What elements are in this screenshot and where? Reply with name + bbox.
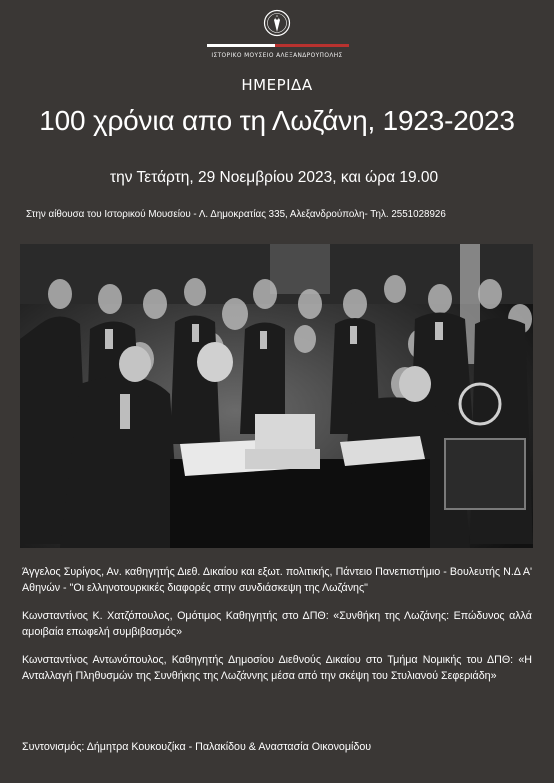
museum-name: ΙΣΤΟΡΙΚΟ ΜΟΥΣΕΙΟ ΑΛΕΞΑΝΔΡΟΥΠΟΛΗΣ xyxy=(211,51,343,59)
speaker-1: Άγγελος Συρίγος, Αν. καθηγητής Διεθ. Δικαίου και εξωτ. πολιτικής, Πάντειο Πανεπιστήμιο - Βουλευτής Ν.Δ Α' Αθηνών - "Οι ελληνοτουρκικές διαφορές στην συνδιάσκεψη της Λωζάνης" xyxy=(22,566,532,594)
event-title: 100 χρόνια απο τη Λωζάνη, 1923-2023 xyxy=(39,105,515,136)
museum-logo xyxy=(0,6,554,40)
event-type: ΗΜΕΡΙΔΑ xyxy=(241,76,313,94)
coordination: Συντονισμός: Δήμητρα Κουκουζίκα - Παλακίδου & Αναστασία Οικονομίδου xyxy=(22,741,372,753)
speaker-2: Κωνσταντίνος Κ. Χατζόπουλος, Ομότιμος Καθηγητής στο ΔΠΘ: «Συνθήκη της Λωζάνης: Επώδυνος αλλά αμοιβαία επωφελή συμβιβασμός» xyxy=(22,610,532,638)
historic-photo xyxy=(20,244,533,548)
historic-photo-icon xyxy=(20,244,533,548)
logo-divider xyxy=(207,44,349,47)
event-venue: Στην αίθουσα του Ιστορικού Μουσείου - Λ. Δημοκρατίας 335, Αλεξανδρούπολη- Τηλ. 2551028926 xyxy=(26,209,446,220)
speakers-list xyxy=(22,565,532,697)
speaker-3: Κωνσταντίνος Αντωνόπουλος, Καθηγητής Δημοσίου Διεθνούς Δικαίου στο Τμήμα Νομικής του ΔΠΘ: «Η Ανταλλαγή Πληθυσμών της Συνθήκης της Λωζάννης μέσα από την σκέψη του Στυλιανού Σεφεριάδη» xyxy=(22,654,532,682)
seal-icon xyxy=(262,6,292,40)
event-date: την Τετάρτη, 29 Νοεμβρίου 2023, και ώρα 19.00 xyxy=(110,169,439,186)
